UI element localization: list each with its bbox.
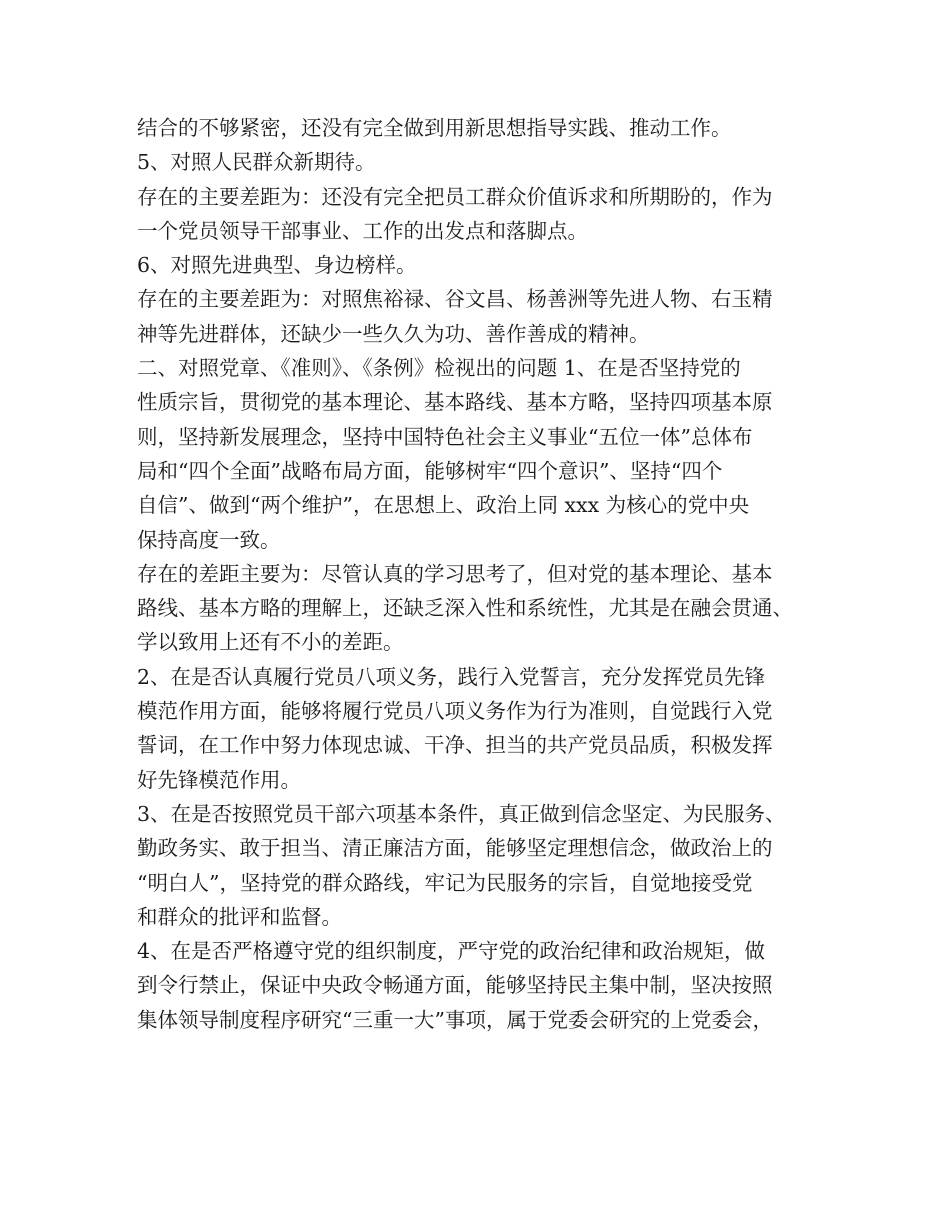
text-line: 模范作用方面，能够将履行党员八项义务作为行为准则，自觉践行入党 [137, 699, 773, 724]
text-line: 存在的主要差距为：还没有完全把员工群众价值诉求和所期盼的，作为 [137, 184, 773, 209]
text-line: 局和“四个全面”战略布局方面，能够树牢“四个意识”、坚持“四个 [137, 458, 723, 483]
text-line: 勤政务实、敢于担当、清正廉洁方面，能够坚定理想信念，做政治上的 [137, 836, 773, 861]
text-line: 和群众的批评和监督。 [137, 904, 342, 929]
text-line: 则，坚持新发展理念，坚持中国特色社会主义事业“五位一体”总体布 [137, 424, 753, 449]
text-line: 性质宗旨，贯彻党的基本理论、基本路线、基本方略，坚持四项基本原 [137, 390, 773, 415]
text-line: 6、对照先进典型、身边榜样。 [137, 253, 417, 278]
text-line: 4、在是否严格遵守党的组织制度，严守党的政治纪律和政治规矩，做 [137, 939, 766, 964]
text-line: 存在的主要差距为：对照焦裕禄、谷文昌、杨善洲等先进人物、右玉精 [137, 287, 773, 312]
text-line: “明白人”，坚持党的群众路线，牢记为民服务的宗旨，自觉地接受党 [137, 870, 753, 895]
text-line: 自信”、做到“两个维护”，在思想上、政治上同 xxx 为核心的党中央 [137, 493, 750, 518]
text-line: 集体领导制度程序研究“三重一大”事项，属于党委会研究的上党委会， [137, 1007, 773, 1032]
text-line: 好先锋模范作用。 [137, 767, 301, 792]
text-line: 路线、基本方略的理解上，还缺乏深入性和系统性，尤其是在融会贯通、 [137, 596, 793, 621]
text-line: 二、对照党章、《准则》、《条例》检视出的问题 1、在是否坚持党的 [137, 356, 741, 381]
text-line: 3、在是否按照党员干部六项基本条件，真正做到信念坚定、为民服务、 [137, 801, 786, 826]
text-line: 到令行禁止，保证中央政令畅通方面，能够坚持民主集中制，坚决按照 [137, 973, 773, 998]
text-line: 保持高度一致。 [137, 527, 281, 552]
text-line: 誓词，在工作中努力体现忠诚、干净、担当的共产党员品质，积极发挥 [137, 733, 773, 758]
document-body [137, 111, 827, 1037]
text-line: 学以致用上还有不小的差距。 [137, 630, 404, 655]
text-line: 2、在是否认真履行党员八项义务，践行入党誓言，充分发挥党员先锋 [137, 664, 766, 689]
text-line: 神等先进群体，还缺少一些久久为功、善作善成的精神。 [137, 321, 650, 346]
text-line: 一个党员领导干部事业、工作的出发点和落脚点。 [137, 218, 588, 243]
text-line: 5、对照人民群众新期待。 [137, 150, 376, 175]
text-line: 存在的差距主要为：尽管认真的学习思考了，但对党的基本理论、基本 [137, 561, 773, 586]
text-line: 结合的不够紧密，还没有完全做到用新思想指导实践、推动工作。 [137, 116, 732, 140]
